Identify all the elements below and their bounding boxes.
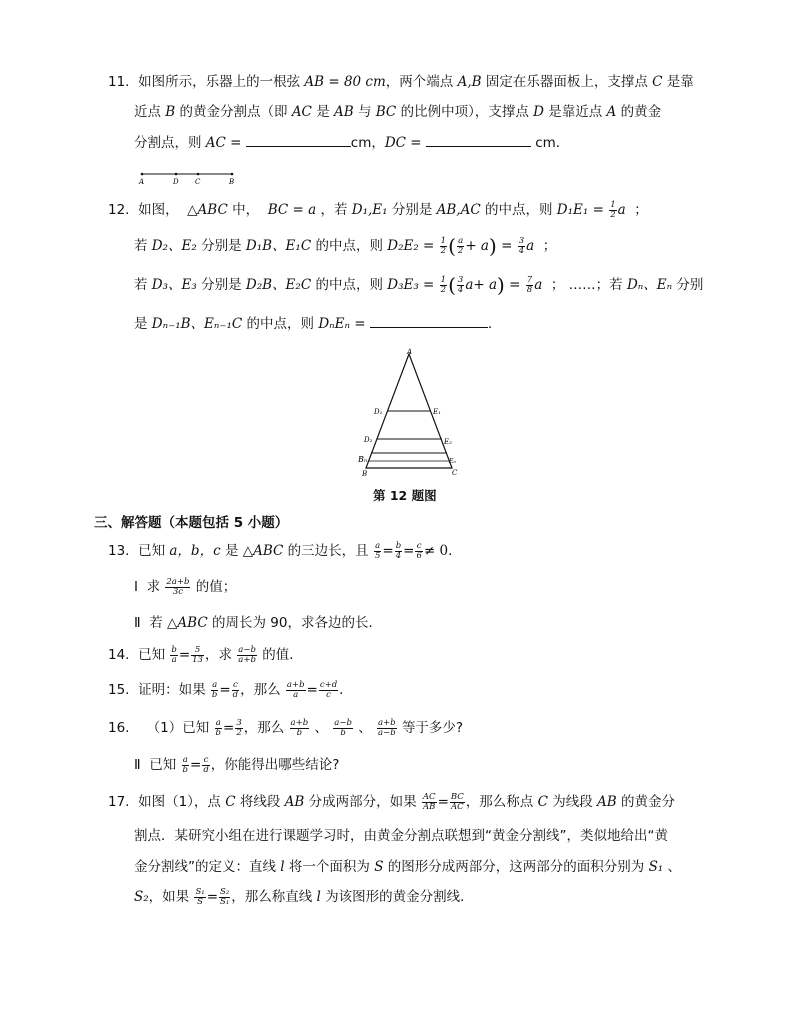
paren: )	[488, 234, 497, 258]
label-d1: D₁	[374, 408, 383, 416]
q16-frac-diff	[333, 719, 353, 738]
q13-part2-label: Ⅱ	[134, 615, 141, 631]
frac-num: a	[458, 235, 464, 246]
q12-math-d1e1-eq: D₁E₁ =	[556, 202, 604, 218]
q15-number: 15.	[108, 682, 130, 698]
q13-text: ．	[448, 543, 462, 559]
q12-math-d1e1: D₁,E₁	[351, 202, 388, 218]
frac-num: a	[375, 540, 381, 551]
q16-frac-sum	[290, 719, 310, 738]
q12-math-d2b: D₂B、E₂C	[245, 277, 312, 293]
q12-eq: =	[509, 277, 521, 293]
q16-number: 16.	[108, 720, 130, 736]
frac-num: 1	[610, 199, 616, 210]
q12-text: 的中点，则	[315, 238, 383, 254]
frac-num: c+d	[319, 679, 338, 690]
q17-math-s1: S₁	[648, 859, 664, 875]
q16-sep: 、	[358, 720, 372, 736]
frac-num: a	[182, 754, 188, 765]
q16-text: （1）已知	[146, 720, 210, 736]
q12-math-tri: △ABC	[187, 202, 228, 218]
label-b: B	[362, 470, 368, 478]
q11-text: 是靠近点	[548, 104, 603, 120]
q17-text: ，如果	[148, 889, 190, 905]
frac-den: 2	[236, 727, 242, 738]
q12-text: 中，	[232, 202, 260, 218]
frac-num: b	[395, 540, 402, 551]
q14-text: 的值．	[262, 647, 303, 663]
q12-math-d2e2: D₂、E₂	[151, 238, 197, 254]
q12-text: 分别	[676, 277, 704, 293]
q13-math-tri: △ABC	[242, 543, 284, 559]
paren: (	[448, 234, 456, 258]
frac-den: S₁	[220, 896, 230, 907]
q11-text: 固定在乐器面板上，支撑点	[485, 74, 648, 90]
q11-line3	[134, 132, 569, 153]
frac-den: b	[296, 727, 303, 738]
q17-text: 金分割线”的定义：直线	[134, 859, 276, 875]
frac-num: AC	[422, 791, 436, 802]
q16-part2: Ⅱ 已知 $\frac{a}{b}$ = $\frac{c}{d}$ ，你能得出哪些结论?	[134, 754, 340, 775]
label-e1: E₁	[433, 408, 441, 416]
q12-math-a: a	[465, 277, 474, 293]
q12-text: 如图，	[138, 202, 179, 218]
q13-neq: ≠ 0	[423, 543, 449, 559]
frac-den: 2	[457, 245, 464, 256]
q12-math-d3e3-eq: D₃E₃ =	[387, 277, 435, 293]
q17-line2: 割点．某研究小组在进行课题学习时，由黄金分割点联想到“黄金分割线”，类似地给出“黄	[134, 828, 668, 844]
q12-math-d1b: D₁B、E₁C	[245, 238, 312, 254]
point-d	[175, 173, 178, 176]
label-b: B	[229, 178, 235, 186]
q13-line1: 13. 已知 a，b，c 是 △ABC 的三边长，且 $\frac{a}{5}$ = $\frac{b}{4}$ = $\frac{c}{6}$ ≠ 0．	[108, 540, 462, 561]
q12-math-plus-a: + a	[465, 238, 489, 254]
q17-text: 的图形分成两部分，这两部分的面积分别为	[387, 859, 645, 875]
q13-part2	[134, 613, 382, 633]
q12-text: ； ……；若	[550, 277, 623, 293]
q12-text: 的中点，则	[315, 277, 383, 293]
q16-text: ，那么	[243, 720, 285, 736]
q17-text: 的黄金分	[621, 794, 676, 810]
q11-line2	[134, 102, 661, 122]
frac-num: S₁	[195, 886, 205, 897]
answer-blank-dnen[interactable]	[370, 313, 488, 328]
q12-frac-half	[609, 201, 616, 220]
frac-den: a	[171, 654, 177, 665]
q17-text: 为该图形的黄金分割线．	[325, 889, 474, 905]
frac-num: a+b	[378, 717, 396, 728]
q13-frac-b4	[395, 542, 402, 561]
q12-number: 12.	[108, 202, 130, 218]
frac-den: AC	[451, 801, 464, 812]
q11-math-points: A,B	[457, 74, 482, 90]
q12-math-d3e3: D₃、E₃	[151, 277, 197, 293]
q11-math-bc: BC	[375, 104, 397, 120]
frac-num: 1	[440, 235, 447, 246]
q13-part1	[134, 577, 236, 597]
q17-text: 将线段	[239, 794, 281, 810]
q13-math-vars: a，b，c	[169, 543, 221, 559]
frac-den: 2	[440, 284, 447, 295]
q11-text: 的黄金	[620, 104, 662, 120]
q11-text: 是靠	[666, 74, 694, 90]
q12-text: 若	[134, 277, 148, 293]
label-c: C	[195, 178, 201, 186]
q16-text: ，你能得出哪些结论?	[210, 757, 340, 773]
q12-text: 若	[134, 238, 148, 254]
q14-frac-513	[191, 646, 204, 665]
frac-num: a−b	[334, 717, 352, 728]
q15-frac-ab	[211, 681, 218, 700]
paren: )	[497, 273, 505, 297]
frac-den: S	[197, 896, 203, 907]
frac-num: 3	[518, 235, 525, 246]
q16-text: 已知	[149, 757, 177, 773]
frac-den: a+b	[238, 654, 256, 665]
label-d: D	[173, 178, 179, 186]
q16-frac-ab	[215, 719, 222, 738]
q17-number: 17.	[108, 794, 130, 810]
q12-text: ，若	[320, 202, 348, 218]
frac-den: 3c	[172, 586, 183, 597]
frac-num: BC	[450, 791, 464, 802]
frac-num: 3	[236, 717, 242, 728]
frac-num: c	[203, 754, 209, 765]
frac-den: d	[232, 689, 239, 700]
q12-text: ；	[542, 238, 557, 254]
label-a: A	[139, 178, 145, 186]
q11-number: 11.	[108, 74, 130, 90]
paren: (	[448, 273, 456, 297]
q11-text: 是	[316, 104, 330, 120]
frac-num: a	[215, 717, 221, 728]
q17-math-l: l	[316, 889, 321, 905]
q15-text: 证明：如果	[138, 682, 206, 698]
q14-frac-target	[237, 646, 257, 665]
q11-math-d: D	[533, 104, 544, 120]
q12-text: 的中点，则	[246, 316, 315, 332]
q16-frac-ab2	[182, 756, 189, 775]
answer-blank-dc[interactable]	[426, 132, 531, 147]
q12-frac-a2	[457, 237, 464, 256]
q11-text: 的比例中项），支撑点	[400, 104, 529, 120]
q12-line3	[134, 275, 703, 295]
answer-blank-ac[interactable]	[246, 132, 351, 147]
frac-den: a	[293, 689, 299, 700]
q17-math-c: C	[225, 794, 236, 810]
point-a	[141, 173, 144, 176]
q13-frac-a5	[374, 542, 381, 561]
q13-text: 若	[149, 615, 163, 631]
q15-text: ，那么	[240, 682, 281, 698]
q11-line1	[108, 72, 694, 92]
q12-math-a: a	[617, 202, 626, 218]
q11-math-b: B	[165, 104, 176, 120]
q17-text: 将一个面积为	[288, 859, 370, 875]
q16-frac-cd2	[202, 756, 209, 775]
q14-number: 14.	[108, 647, 130, 663]
q12-text: 分别是	[201, 238, 242, 254]
q17-text: 为线段	[552, 794, 593, 810]
frac-num: a−b	[238, 644, 256, 655]
section-heading: 三、解答题（本题包括 5 小题）	[94, 515, 289, 531]
q11-text: 近点	[134, 104, 161, 120]
q13-frac-part1	[165, 578, 190, 597]
label-bn: Bₙ	[358, 455, 368, 464]
q15-frac-right	[319, 681, 338, 700]
frac-den: b	[211, 689, 218, 700]
label-a: A	[407, 348, 413, 356]
q12-frac-half	[440, 276, 447, 295]
q12-frac-34	[518, 237, 525, 256]
frac-num: a+b	[286, 679, 305, 690]
q14-frac-ba	[170, 646, 177, 665]
q12-math-a: a	[526, 238, 535, 254]
q17-math-ab: AB	[284, 794, 305, 810]
frac-den: 2	[610, 209, 616, 220]
q11-math-ab2: AB	[334, 104, 354, 120]
q15-text: ．	[339, 682, 353, 698]
point-b	[231, 173, 234, 176]
q11-text: ，两个端点	[385, 74, 454, 90]
q12-line4	[134, 313, 501, 334]
frac-num: c	[232, 679, 238, 690]
frac-den: d	[203, 764, 209, 775]
q11-math-dc-eq: DC =	[384, 135, 422, 151]
q13-frac-c6	[415, 542, 422, 561]
q11-text: 的黄金分割点（即	[179, 104, 288, 120]
q16-frac-32	[235, 719, 242, 738]
frac-num: 5	[191, 646, 204, 656]
q11-math-ab: AB = 80 cm	[304, 74, 386, 90]
q11-math-c: C	[652, 74, 663, 90]
frac-den: 2	[440, 245, 447, 256]
q17-text: 、	[667, 859, 682, 875]
q14-text: 已知	[138, 647, 166, 663]
frac-num: 3	[457, 274, 464, 285]
frac-den: b	[215, 727, 221, 738]
q12-math-dnen-eq: DₙEₙ =	[318, 316, 366, 332]
frac-den: 13	[192, 654, 203, 665]
q16-text: 等于多少?	[401, 720, 464, 736]
q14-line: 14. 已知 $\frac{b}{a}$ = $\frac{5}{13}$ ，求 $\frac{a-b}{a+b}$ 的值．	[108, 644, 303, 665]
q12-text: 分别是	[391, 202, 433, 218]
q17-frac-bcac	[450, 793, 465, 812]
q13-number: 13.	[108, 543, 130, 559]
q11-math-ac: AC	[291, 104, 312, 120]
q15-frac-left	[286, 681, 306, 700]
q15-line: 15. 证明：如果 $\frac{a}{b}$ = $\frac{c}{d}$ ，那么 $\frac{a+b}{a}$ = $\frac{c+d}{c}$ ．	[108, 679, 353, 700]
q17-frac-s1s	[194, 888, 205, 907]
frac-den: 4	[518, 245, 525, 256]
q17-line4: S₂，如果 $\frac{\text{S₁}}{S}$ = $\frac{\text{S₂}}{\text{S₁}}$ ，那么称直线 l 为该图形的黄金分割线．	[134, 886, 474, 907]
frac-den: 5	[374, 550, 381, 561]
frac-num: S₂	[220, 886, 230, 897]
frac-den: a−b	[378, 727, 396, 738]
frac-den: b	[182, 764, 188, 775]
label-e2: E₂	[444, 438, 452, 446]
q12-text: ．	[487, 316, 502, 332]
q12-math-dnen: Dₙ、Eₙ	[626, 277, 673, 293]
q12-frac-34a	[457, 276, 464, 295]
q17-math-s: S	[374, 859, 384, 875]
q11-segment-figure	[134, 166, 244, 186]
q17-frac-acab	[422, 793, 437, 812]
point-c	[197, 173, 200, 176]
q17-frac-s2s1	[219, 888, 230, 907]
q12-frac-half	[440, 237, 447, 256]
q13-text: 的三边长，且	[287, 543, 369, 559]
q11-unit: cm，	[350, 135, 385, 151]
q13-text: 的值；	[195, 579, 237, 595]
q13-text: 是	[224, 543, 239, 559]
q17-math-s2: S₂	[134, 889, 149, 905]
frac-num: b	[171, 644, 177, 655]
q17-text: 分成两部分，如果	[308, 794, 417, 810]
q14-text: ，求	[204, 647, 232, 663]
q17-text: ，那么称直线	[231, 889, 313, 905]
q17-text: ，那么称点	[465, 794, 534, 810]
frac-num: c	[416, 540, 422, 551]
q13-text: 已知	[138, 543, 166, 559]
q13-part1-label: Ⅰ	[134, 579, 138, 595]
figure-caption: 第 12 题图	[373, 488, 437, 503]
q17-line3	[134, 857, 681, 877]
frac-den: AB	[423, 801, 436, 812]
q13-text: 求	[146, 579, 161, 595]
q11-text: 如图所示，乐器上的一根弦	[138, 74, 301, 90]
frac-num: a+b	[290, 717, 309, 728]
q12-eq: =	[501, 238, 513, 254]
q12-line2	[134, 236, 556, 256]
q12-math-plus-a: + a	[473, 277, 498, 293]
label-c: C	[452, 469, 458, 477]
q17-line1: 17. 如图（1），点 C 将线段 AB 分成两部分，如果 $\frac{AC}{AB}$ = $\frac{BC}{AC}$ ，那么称点 C 为线段 AB 的黄金分	[108, 791, 676, 812]
q12-line1	[108, 200, 648, 220]
q17-math-l: l	[280, 859, 285, 875]
frac-num: 2a+b	[166, 576, 190, 587]
q12-triangle-figure	[352, 346, 467, 478]
q12-text: 是	[134, 316, 148, 332]
q12-math-dn1: Dₙ₋₁B、Eₙ₋₁C	[151, 316, 243, 332]
q16-frac-ratio	[377, 719, 397, 738]
frac-num: a	[212, 679, 218, 690]
q12-math-d2e2-eq: D₂E₂ =	[387, 238, 435, 254]
q13-text: 的周长为 90，求各边的长．	[211, 615, 382, 631]
q11-text: 分割点，则	[134, 135, 202, 151]
q16-sep: 、	[314, 720, 328, 736]
q16-part2-label: Ⅱ	[134, 757, 141, 773]
q12-text: ；	[634, 202, 648, 218]
label-en: Eₙ	[449, 458, 456, 465]
q17-text: 如图（1），点	[138, 794, 221, 810]
frac-den: 8	[526, 284, 533, 295]
q12-math-abac: AB,AC	[436, 202, 481, 218]
q15-frac-cd	[232, 681, 239, 700]
q12-math-a: a	[534, 277, 543, 293]
frac-den: 4	[395, 550, 402, 561]
frac-num: 1	[440, 274, 447, 285]
q11-unit: cm．	[535, 135, 570, 151]
q16-line1: 16. （1）已知 $\frac{a}{b}$ = $\frac{3}{2}$ ，那么 $\frac{a+b}{b}$ 、 $\frac{a-b}{b}$ 、 $\frac{a+b}{a-b}$ 等于多少?	[108, 717, 464, 738]
q11-math-a: A	[606, 104, 617, 120]
q12-math-bc: BC = a	[267, 202, 317, 218]
frac-den: 6	[416, 550, 422, 561]
q11-text: 与	[357, 104, 372, 120]
frac-den: b	[340, 727, 346, 738]
q12-text: 分别是	[201, 277, 242, 293]
q13-math-tri: △ABC	[167, 615, 208, 631]
label-d2: D₂	[364, 436, 373, 444]
q17-math-ab: AB	[597, 794, 617, 810]
frac-den: c	[326, 689, 331, 700]
q17-math-c: C	[537, 794, 548, 810]
frac-den: 4	[457, 284, 464, 295]
frac-num: 7	[526, 274, 533, 285]
q11-math-ac-eq: AC =	[205, 135, 242, 151]
q12-frac-78	[526, 276, 533, 295]
q12-text: 的中点，则	[484, 202, 553, 218]
